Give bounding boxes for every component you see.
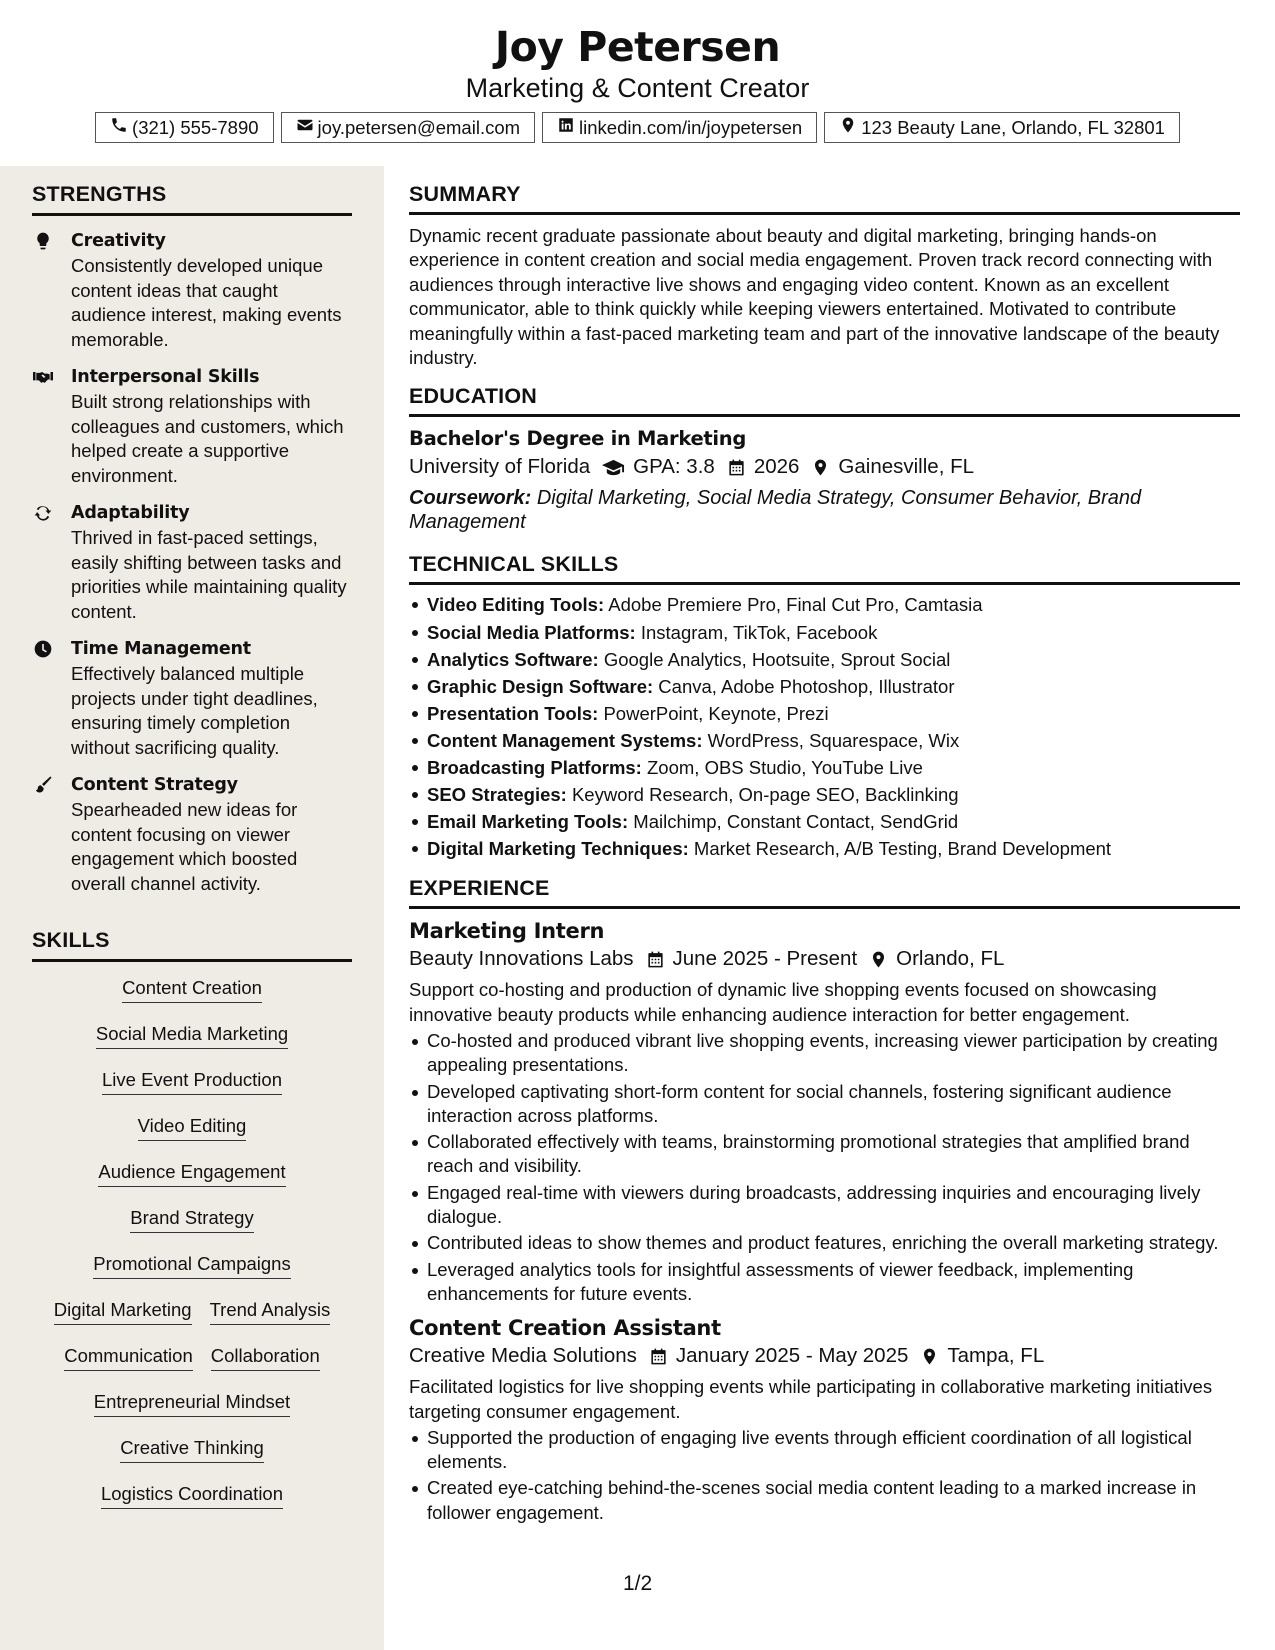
strength-title: Interpersonal Skills <box>71 367 260 387</box>
job-description: Facilitated logistics for live shopping events while participating in collaborative marketing initiatives targeting consumer engagement. <box>409 1376 1213 1422</box>
skills-heading: SKILLS <box>32 928 352 962</box>
list-item <box>409 591 1240 618</box>
skill-tag: Communication <box>64 1344 193 1371</box>
summary-text: Dynamic recent graduate passionate about beauty and digital marketing, bringing hands-on experience in content creation and social media engagement. Proven track record connecting with audiences through interactive live shows and engaging video content. Known as an excellent communicator, able to think quickly while keeping viewers entertained. Motivated to contribute meaningfully within a fast-paced marketing team and part of the innovative landscape of the beauty industry. <box>409 225 1220 369</box>
phone-icon <box>110 116 128 139</box>
strength-title: Creativity <box>71 231 166 251</box>
strength-item <box>32 637 352 760</box>
list-item: Developed captivating short-form content for social channels, fostering significant audience interaction across platforms. <box>409 1080 1240 1129</box>
tech-value: Keyword Research, On-page SEO, Backlinking <box>571 784 959 806</box>
map-pin-icon <box>811 458 830 477</box>
skill-tag: Collaboration <box>211 1344 320 1371</box>
skill-tag: Entrepreneurial Mindset <box>94 1390 290 1417</box>
contact-phone[interactable] <box>95 112 274 143</box>
list-item <box>409 700 1240 727</box>
strengths-section <box>32 182 352 896</box>
tech-value: PowerPoint, Keynote, Prezi <box>603 702 829 724</box>
tech-value: Mailchimp, Constant Contact, SendGrid <box>633 811 959 833</box>
tech-label: Broadcasting Platforms: <box>427 757 642 778</box>
job-dates: June 2025 - Present <box>672 947 858 971</box>
calendar-icon <box>727 458 746 477</box>
tech-label: Presentation Tools: <box>427 702 599 724</box>
skill-tag: Trend Analysis <box>210 1298 331 1325</box>
candidate-title: Marketing & Content Creator <box>465 73 810 103</box>
contact-bar <box>0 112 1275 143</box>
address-text: 123 Beauty Lane, Orlando, FL 32801 <box>861 116 1165 138</box>
strength-title: Content Strategy <box>71 775 238 795</box>
contact-linkedin[interactable] <box>542 112 817 143</box>
tech-value: Canva, Adobe Photoshop, Illustrator <box>658 675 955 697</box>
job-location: Tampa, FL <box>947 1344 1045 1368</box>
coursework-label: Coursework: <box>409 487 532 510</box>
skill-tag: Video Editing <box>138 1114 247 1141</box>
strength-desc: Effectively balanced multiple projects under tight deadlines, ensuring timely completion without sacrificing quality. <box>71 663 318 758</box>
list-item: Leveraged analytics tools for insightful assessments of viewer feedback, implementing enhancements for future events. <box>409 1258 1240 1307</box>
job-meta <box>409 1341 1240 1371</box>
list-item: Collaborated effectively with teams, brainstorming promotional strategies that amplified brand reach and visibility. <box>409 1130 1240 1179</box>
map-pin-icon <box>869 950 888 969</box>
strength-desc: Built strong relationships with colleagues and customers, which helped create a supportive environment. <box>71 391 344 486</box>
company-name: Creative Media Solutions <box>409 1344 637 1368</box>
graduation-year: 2026 <box>753 455 800 479</box>
skill-tag: Brand Strategy <box>130 1206 253 1233</box>
job-bullets <box>409 1426 1240 1525</box>
technical-skills-section <box>409 552 1240 862</box>
job-location: Orlando, FL <box>896 947 1005 971</box>
list-item: Engaged real-time with viewers during broadcasts, addressing inquiries and encouraging lively dialogue. <box>409 1181 1240 1230</box>
list-item: Co-hosted and produced vibrant live shopping events, increasing viewer participation by creating appealing presentations. <box>409 1029 1240 1078</box>
technical-skills-heading: TECHNICAL SKILLS <box>409 552 1240 585</box>
list-item: Supported the production of engaging live events through efficient coordination of all logistical elements. <box>409 1426 1240 1475</box>
candidate-name: Joy Petersen <box>494 23 781 71</box>
tech-label: Email Marketing Tools: <box>427 811 629 833</box>
lightbulb-icon <box>32 230 54 252</box>
job-dates: January 2025 - May 2025 <box>675 1344 909 1368</box>
list-item <box>409 754 1240 781</box>
job-description: Support co-hosting and production of dynamic live shopping events focused on showcasing innovative beauty products while enhancing audience interaction for better engagement. <box>409 979 1157 1025</box>
list-item <box>409 619 1240 646</box>
technical-skills-list <box>409 591 1240 862</box>
tech-value: Market Research, A/B Testing, Brand Development <box>693 838 1112 860</box>
job-entry <box>409 1315 1240 1525</box>
brush-icon <box>32 774 54 796</box>
tech-value: Adobe Premiere Pro, Final Cut Pro, Camtasia <box>608 594 983 616</box>
tech-value: WordPress, Squarespace, Wix <box>707 729 960 751</box>
tech-label: SEO Strategies: <box>427 784 567 806</box>
tech-value: Zoom, OBS Studio, YouTube Live <box>647 757 923 778</box>
strength-desc: Spearheaded new ideas for content focusing on viewer engagement which boosted overall channel activity. <box>71 799 298 894</box>
skill-tag: Digital Marketing <box>54 1298 192 1325</box>
tech-label: Video Editing Tools: <box>427 594 605 616</box>
tech-label: Content Management Systems: <box>427 729 703 751</box>
graduation-cap-icon <box>602 456 625 479</box>
calendar-icon <box>649 1347 668 1366</box>
page-number: 1/2 <box>623 1572 653 1595</box>
list-item <box>409 727 1240 754</box>
experience-section <box>409 876 1240 1525</box>
email-text: joy.petersen@email.com <box>317 116 521 138</box>
coursework-text: Digital Marketing, Social Media Strategy, Consumer Behavior, Brand Management <box>409 487 1142 534</box>
resume-header <box>0 22 1275 143</box>
tech-label: Analytics Software: <box>427 648 599 670</box>
strength-item <box>32 365 352 488</box>
skill-tag: Logistics Coordination <box>101 1482 283 1509</box>
calendar-icon <box>646 950 665 969</box>
school-name: University of Florida <box>409 455 591 479</box>
skill-tag: Content Creation <box>122 976 262 1003</box>
gpa-text: GPA: 3.8 <box>633 455 715 479</box>
skill-tag: Audience Engagement <box>98 1160 285 1187</box>
skill-tag: Live Event Production <box>102 1068 282 1095</box>
map-pin-icon <box>920 1347 939 1366</box>
tech-label: Social Media Platforms: <box>427 621 636 643</box>
strength-item <box>32 229 352 352</box>
job-title: Marketing Intern <box>409 919 605 944</box>
strength-item <box>32 501 352 624</box>
strengths-heading: STRENGTHS <box>32 182 352 216</box>
strength-desc: Thrived in fast-paced settings, easily shifting between tasks and priorities while maintaining quality content. <box>71 527 347 622</box>
strength-title: Time Management <box>71 639 251 659</box>
summary-heading: SUMMARY <box>409 182 1240 215</box>
job-title: Content Creation Assistant <box>409 1316 721 1341</box>
linkedin-text: linkedin.com/in/joypetersen <box>579 116 803 138</box>
contact-email[interactable] <box>281 112 536 143</box>
phone-text: (321) 555-7890 <box>132 116 259 138</box>
strength-item <box>32 773 352 896</box>
skill-list <box>32 976 352 1528</box>
sidebar <box>0 166 384 1650</box>
education-heading: EDUCATION <box>409 384 1240 417</box>
degree-title: Bachelor's Degree in Marketing <box>409 427 747 451</box>
tech-label: Digital Marketing Techniques: <box>427 838 689 860</box>
school-location: Gainesville, FL <box>838 455 975 479</box>
summary-section <box>409 182 1240 370</box>
list-item <box>409 781 1240 808</box>
contact-address[interactable] <box>824 112 1180 143</box>
list-item <box>409 673 1240 700</box>
main-column <box>409 182 1240 1527</box>
skill-tag: Promotional Campaigns <box>93 1252 290 1279</box>
linkedin-icon <box>557 116 575 139</box>
envelope-icon <box>296 116 314 139</box>
strength-title: Adaptability <box>71 503 190 523</box>
education-meta <box>409 452 1240 482</box>
experience-heading: EXPERIENCE <box>409 876 1240 909</box>
job-entry <box>409 918 1240 1306</box>
skills-section <box>32 928 352 1528</box>
strength-desc: Consistently developed unique content ideas that caught audience interest, making events memorable. <box>71 255 342 350</box>
skill-tag: Creative Thinking <box>120 1436 264 1463</box>
coursework <box>409 486 1240 534</box>
clock-icon <box>32 638 54 660</box>
skill-tag: Social Media Marketing <box>96 1022 288 1049</box>
tech-label: Graphic Design Software: <box>427 675 654 697</box>
company-name: Beauty Innovations Labs <box>409 947 634 971</box>
education-section <box>409 384 1240 534</box>
map-pin-icon <box>839 116 857 139</box>
handshake-icon <box>32 366 54 388</box>
list-item <box>409 808 1240 835</box>
sync-icon <box>32 502 54 524</box>
job-meta <box>409 944 1240 974</box>
list-item: Contributed ideas to show themes and product features, enriching the overall marketing strategy. <box>409 1231 1240 1255</box>
list-item <box>409 646 1240 673</box>
tech-value: Instagram, TikTok, Facebook <box>640 621 878 643</box>
job-bullets <box>409 1029 1240 1306</box>
tech-value: Google Analytics, Hootsuite, Sprout Social <box>603 648 951 670</box>
list-item <box>409 835 1240 862</box>
list-item: Created eye-catching behind-the-scenes social media content leading to a marked increase in follower engagement. <box>409 1476 1240 1525</box>
